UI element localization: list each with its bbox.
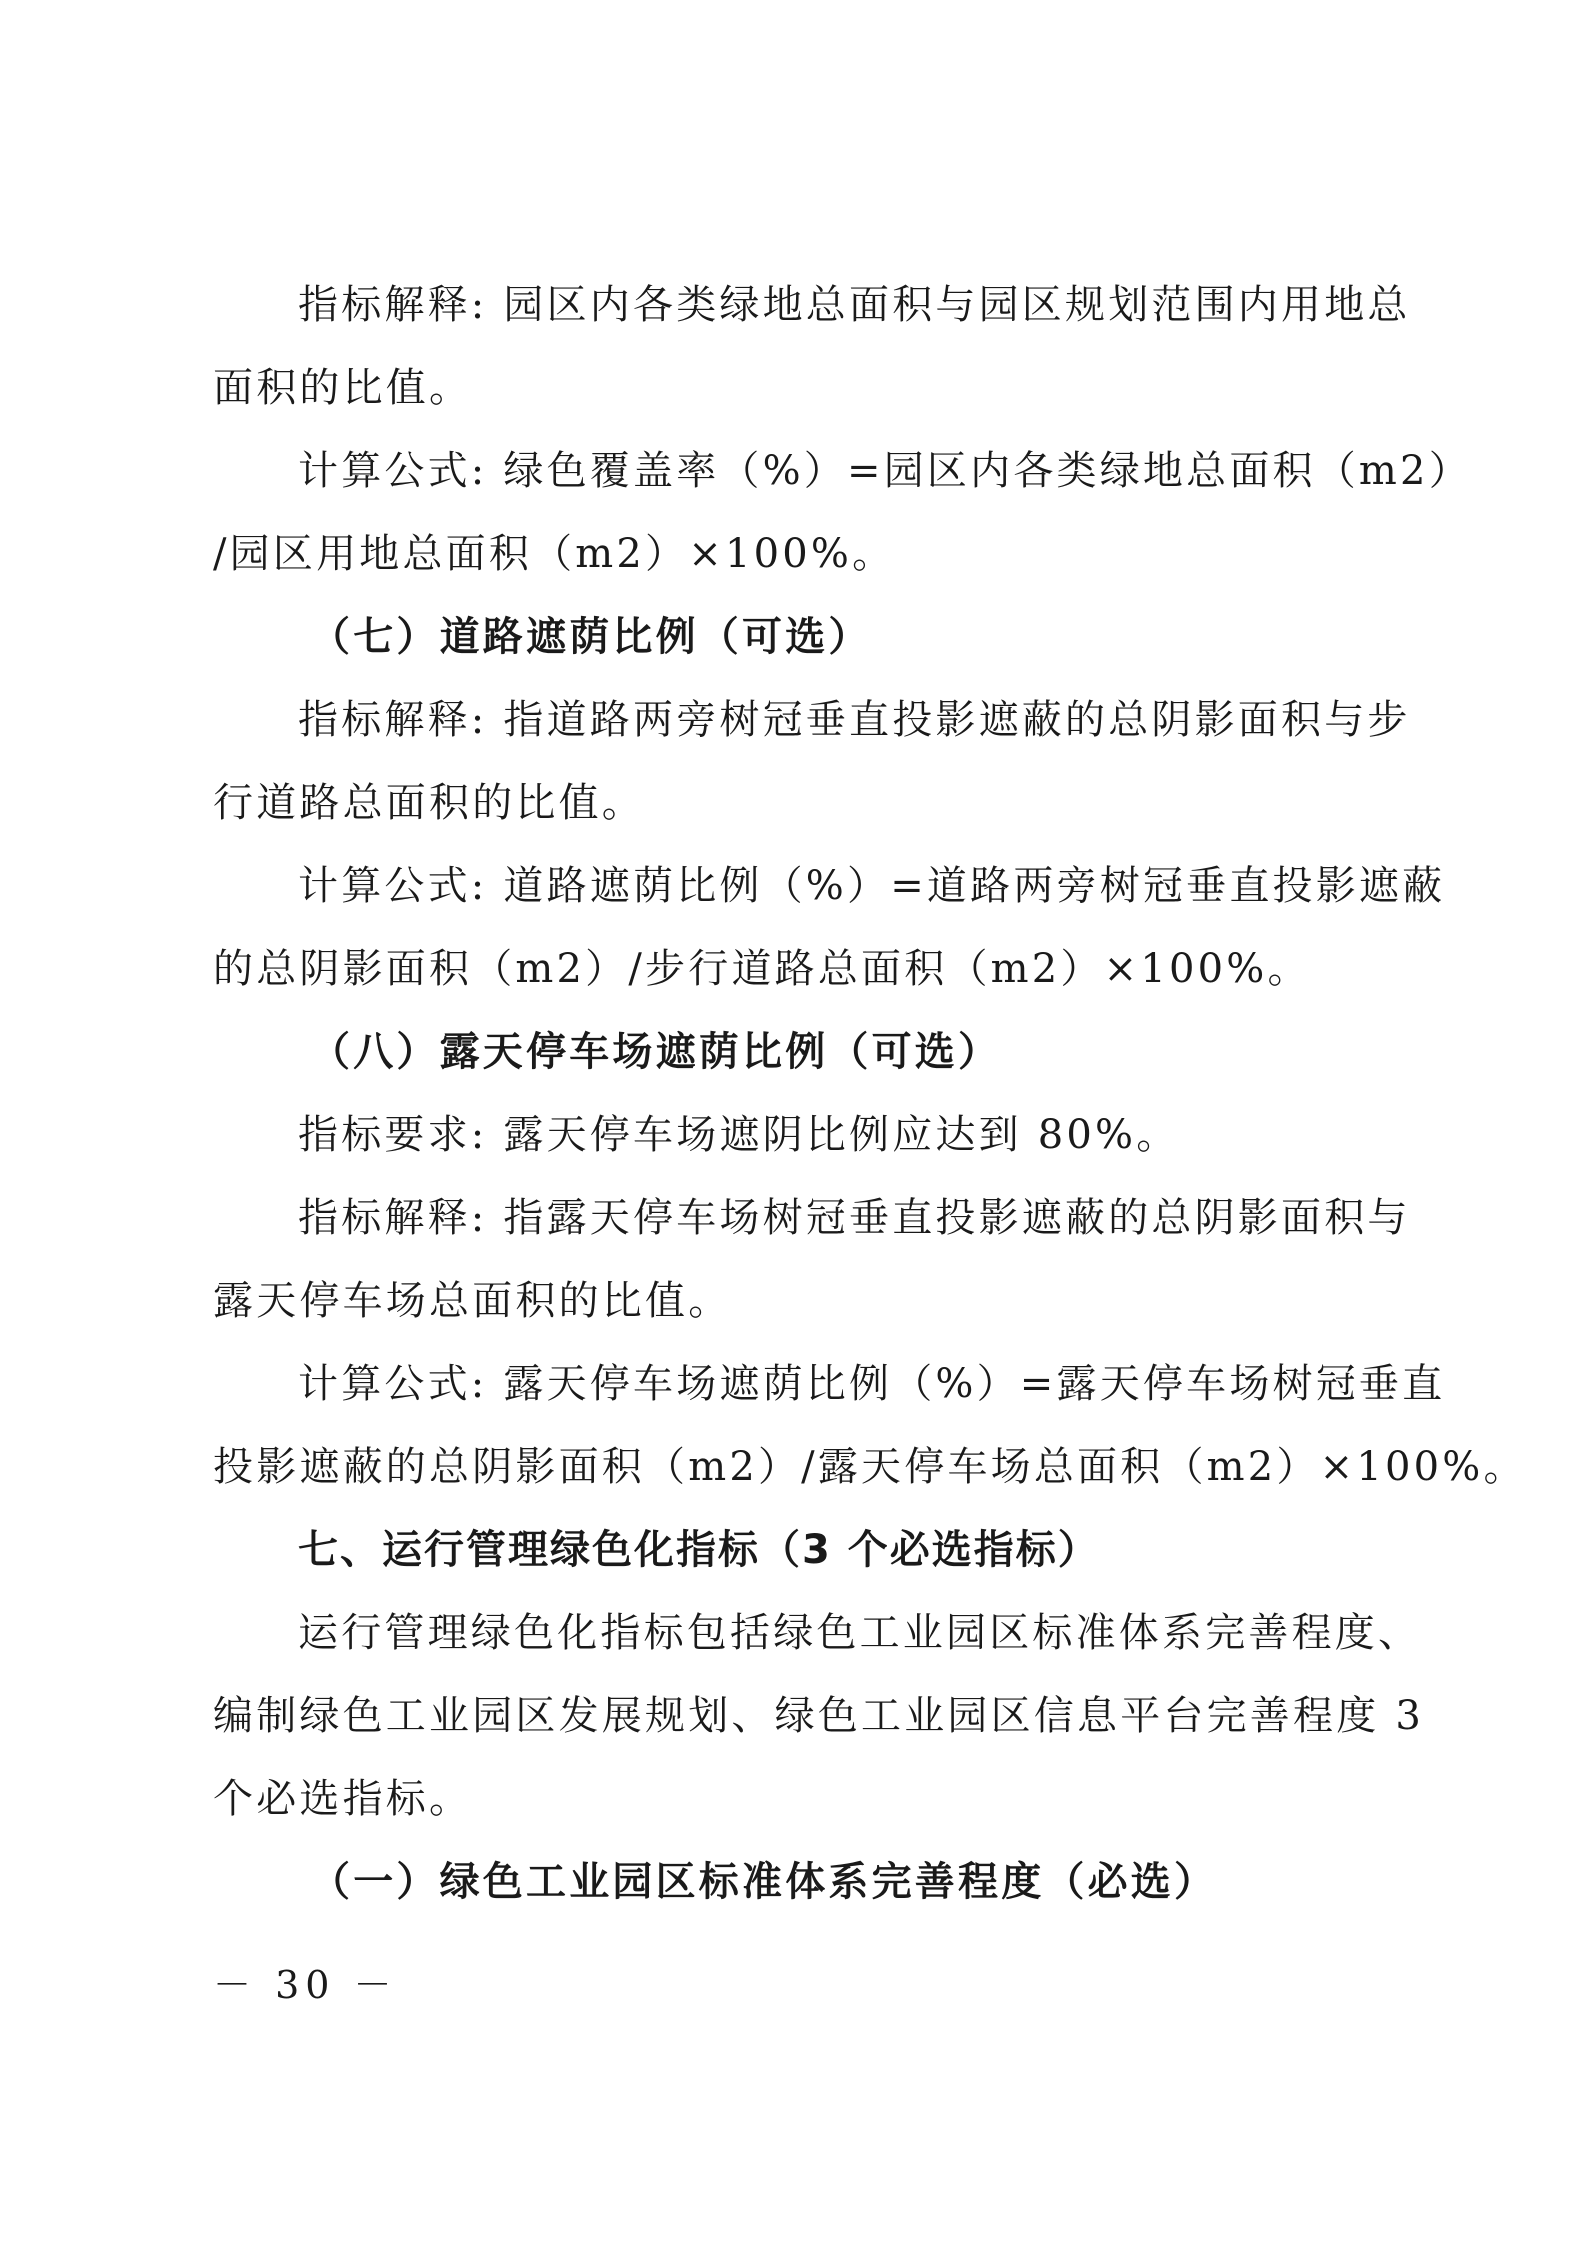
paragraph-line: 投影遮蔽的总阴影面积（m2）/露天停车场总面积（m2）×100%。 [213, 1444, 1527, 1490]
section-subheading: （一）绿色工业园区标准体系完善程度（必选） [310, 1858, 1218, 1905]
paragraph-line: 个必选指标。 [213, 1776, 473, 1822]
paragraph-line: 行道路总面积的比值。 [213, 780, 645, 826]
section-subheading: （八）露天停车场遮荫比例（可选） [310, 1028, 1002, 1075]
paragraph-line: 计算公式: 绿色覆盖率（%）=园区内各类绿地总面积（m2） [298, 448, 1472, 494]
paragraph-line: 运行管理绿色化指标包括绿色工业园区标准体系完善程度、 [298, 1610, 1422, 1656]
paragraph-line: 指标解释: 园区内各类绿地总面积与园区规划范围内用地总 [298, 282, 1411, 328]
paragraph-line: 编制绿色工业园区发展规划、绿色工业园区信息平台完善程度 3 [213, 1693, 1424, 1739]
paragraph-line: 面积的比值。 [213, 365, 473, 411]
section-heading: 七、运行管理绿色化指标（3 个必选指标） [298, 1527, 1100, 1573]
paragraph-line: 计算公式: 道路遮荫比例（%）=道路两旁树冠垂直投影遮蔽 [298, 863, 1446, 909]
page-number: － 30 － [213, 1963, 398, 2007]
paragraph-line: 指标解释: 指道路两旁树冠垂直投影遮蔽的总阴影面积与步 [298, 697, 1411, 743]
paragraph-line: 的总阴影面积（m2）/步行道路总面积（m2）×100%。 [213, 946, 1311, 992]
paragraph-line: 指标要求: 露天停车场遮阴比例应达到 80%。 [298, 1112, 1180, 1158]
paragraph-line: 指标解释: 指露天停车场树冠垂直投影遮蔽的总阴影面积与 [298, 1195, 1411, 1241]
paragraph-line: /园区用地总面积（m2）×100%。 [213, 531, 896, 577]
paragraph-line: 露天停车场总面积的比值。 [213, 1278, 732, 1324]
paragraph-line: 计算公式: 露天停车场遮荫比例（%）=露天停车场树冠垂直 [298, 1361, 1446, 1407]
section-subheading: （七）道路遮荫比例（可选） [310, 613, 872, 660]
